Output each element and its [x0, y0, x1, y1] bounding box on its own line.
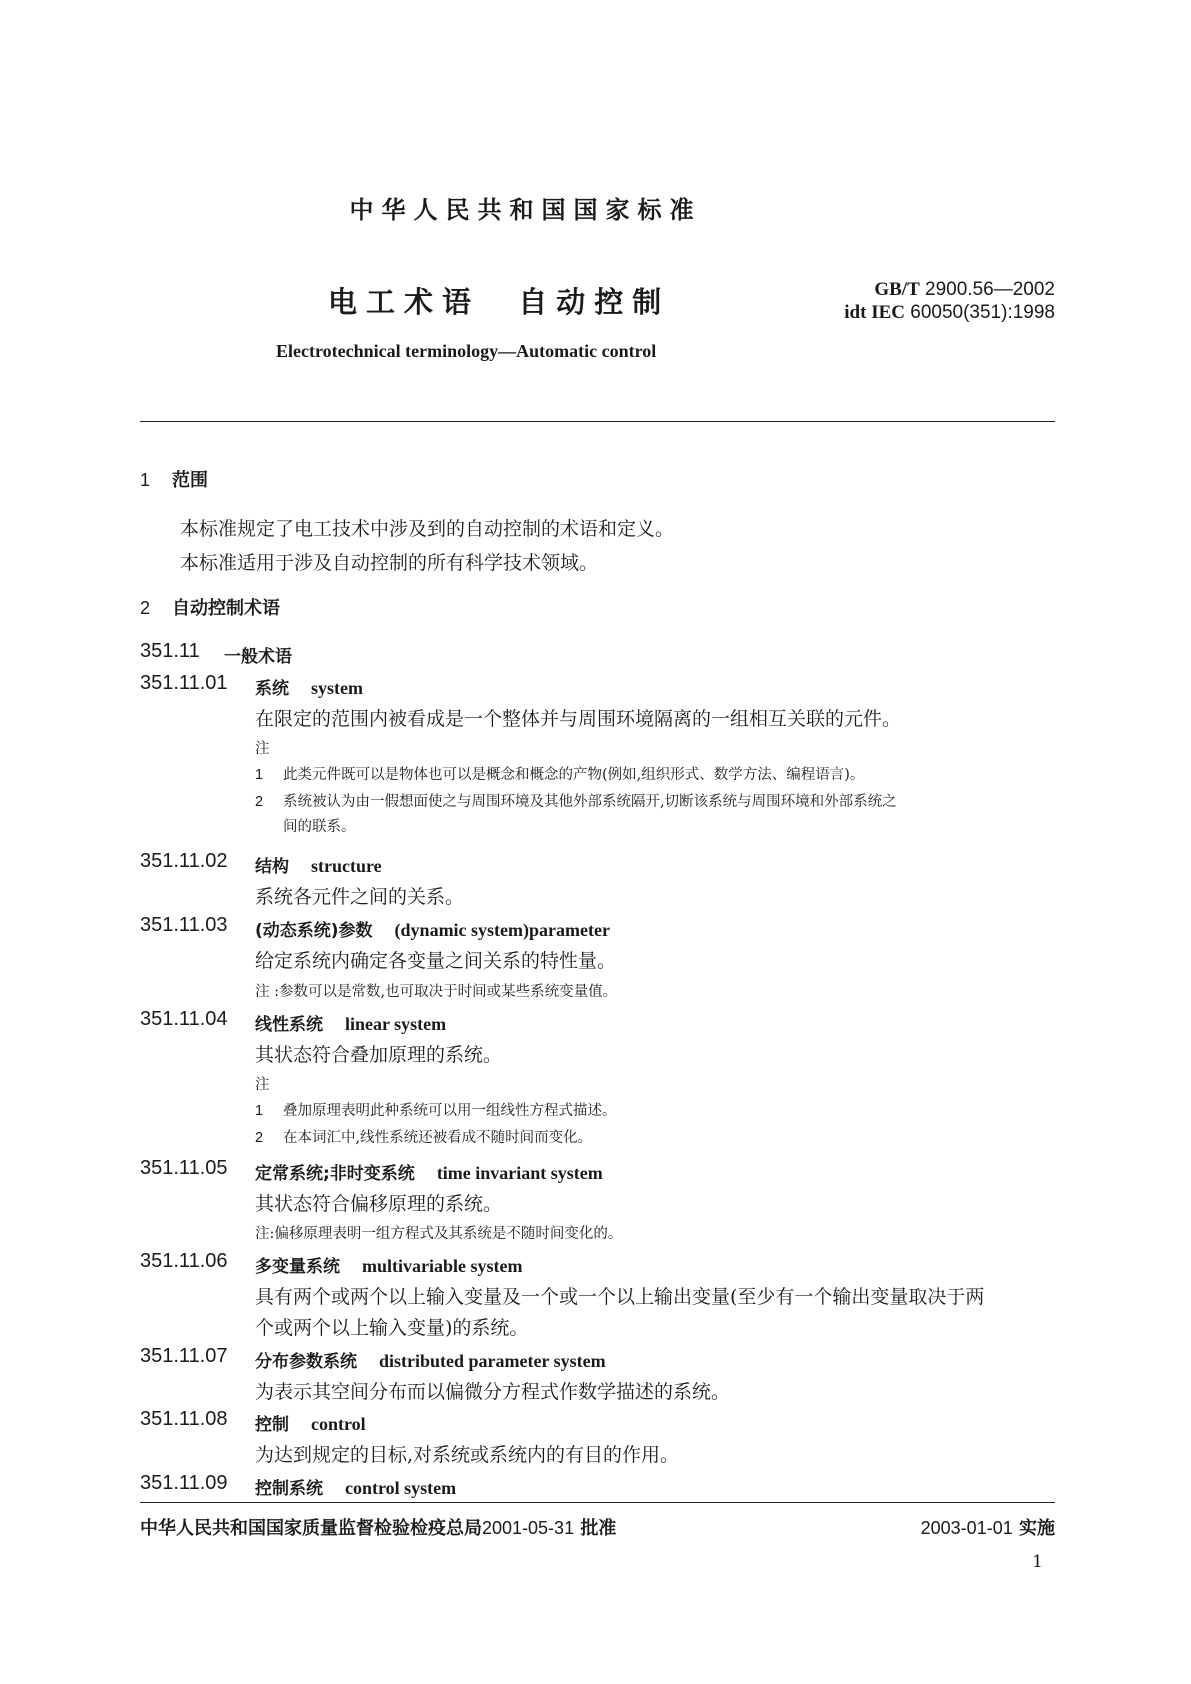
term-en: time invariant system [436, 1163, 603, 1183]
term-number: 351.11.01 [140, 672, 228, 694]
note-item-number: 1 [255, 767, 264, 783]
section-1-title: 范围 [172, 470, 208, 491]
term-zh: 定常系统;非时变系统 [255, 1164, 415, 1184]
note-label: 注 [255, 1077, 270, 1093]
note-item-number: 2 [255, 1130, 264, 1146]
implementation-suffix: 实施 [1012, 1518, 1055, 1539]
term-heading [255, 852, 382, 877]
section-2-heading [140, 594, 280, 620]
note-item-text: 在本词汇中,线性系统还被看成不随时间而变化。 [283, 1130, 593, 1146]
term-definition: 在限定的范围内被看成是一个整体并与周围环境隔离的一组相互关联的元件。 [255, 708, 902, 730]
page-number: 1 [1032, 1552, 1043, 1572]
term-zh: 结构 [255, 857, 289, 877]
term-en: multivariable system [362, 1256, 523, 1276]
code-number-iec: 60050(351):1998 [904, 302, 1055, 323]
term-zh: 多变量系统 [255, 1257, 340, 1277]
term-number: 351.11.02 [140, 850, 228, 872]
term-number: 351.11.08 [140, 1408, 228, 1430]
note-item-text: 系统被认为由一假想面使之与周围环境及其他外部系统隔开,切断该系统与周围环境和外部系统之 [283, 794, 897, 810]
term-en: distributed parameter system [379, 1351, 606, 1371]
approval-line [140, 1514, 616, 1540]
term-definition: 具有两个或两个以上输入变量及一个或一个以上输出变量(至少有一个输出变量取决于两 [255, 1286, 985, 1308]
approval-authority: 中华人民共和国国家质量监督检验检疫总局 [140, 1518, 482, 1539]
header-rule [140, 421, 1055, 422]
footer-rule [140, 1502, 1055, 1503]
term-heading [255, 1252, 522, 1277]
note-item-continuation: 间的联系。 [283, 819, 356, 835]
term-definition: 为达到规定的目标,对系统或系统内的有目的作用。 [255, 1444, 680, 1466]
approval-date: 2001-05-31 [482, 1518, 575, 1538]
term-heading [255, 1347, 606, 1372]
standard-title-en: Electrotechnical terminology—Automatic control [276, 341, 657, 361]
term-heading [255, 916, 610, 941]
code-prefix-gb: GB/T [874, 279, 920, 300]
note-line: 注:偏移原理表明一组方程式及其系统是不随时间变化的。 [255, 1226, 623, 1242]
term-number: 351.11.09 [140, 1472, 228, 1494]
term-en: linear system [345, 1014, 447, 1034]
term-number: 351.11.06 [140, 1250, 228, 1272]
term-en: system [311, 678, 363, 698]
term-heading [255, 1474, 456, 1499]
term-definition-continuation: 个或两个以上输入变量)的系统。 [255, 1317, 529, 1339]
term-heading [255, 1010, 446, 1035]
term-zh: 分布参数系统 [255, 1352, 357, 1372]
term-definition: 其状态符合偏移原理的系统。 [255, 1193, 503, 1215]
term-zh: (动态系统)参数 [255, 921, 373, 941]
term-en: control [311, 1414, 366, 1434]
term-number: 351.11.04 [140, 1008, 228, 1030]
section-1-number: 1 [140, 470, 151, 490]
standard-title-zh: 电工术语 自动控制 [328, 285, 671, 319]
note-item-number: 2 [255, 794, 264, 810]
note-item [255, 790, 897, 811]
term-en: (dynamic system)parameter [394, 920, 610, 940]
section-2-number: 2 [140, 598, 151, 618]
term-definition: 系统各元件之间的关系。 [255, 886, 465, 908]
approval-suffix: 批准 [574, 1518, 617, 1539]
implementation-date: 2003-01-01 [920, 1518, 1013, 1538]
national-standard-heading: 中华人民共和国国家标准 [349, 196, 702, 224]
note-item-number: 1 [255, 1103, 264, 1119]
term-heading [255, 1159, 603, 1184]
section-1-heading [140, 466, 208, 492]
term-zh: 控制系统 [255, 1479, 323, 1499]
section-1-para-2: 本标准适用于涉及自动控制的所有科学技术领域。 [180, 552, 599, 574]
term-en: control system [345, 1478, 457, 1498]
term-number: 351.11.05 [140, 1157, 228, 1179]
implementation-line [921, 1514, 1055, 1540]
term-definition: 其状态符合叠加原理的系统。 [255, 1044, 503, 1066]
note-item [255, 763, 864, 784]
note-line: 注 :参数可以是常数,也可取决于时间或某些系统变量值。 [255, 984, 618, 1000]
code-number-gb: 2900.56—2002 [919, 279, 1055, 300]
term-definition: 给定系统内确定各变量之间关系的特性量。 [255, 950, 617, 972]
term-heading [255, 1410, 366, 1435]
note-item [255, 1126, 592, 1147]
subsection-title: 一般术语 [224, 647, 292, 667]
standard-code [844, 278, 1055, 324]
note-item [255, 1099, 617, 1120]
term-heading [255, 674, 363, 699]
note-item-text: 叠加原理表明此种系统可以用一组线性方程式描述。 [283, 1103, 617, 1119]
section-2-title: 自动控制术语 [172, 598, 280, 619]
term-definition: 为表示其空间分布而以偏微分方程式作数学描述的系统。 [255, 1381, 731, 1403]
section-1-para-1: 本标准规定了电工技术中涉及到的自动控制的术语和定义。 [180, 518, 675, 540]
note-item-text: 此类元件既可以是物体也可以是概念和概念的产物(例如,组织形式、数学方法、编程语言)。 [283, 767, 865, 783]
term-number: 351.11.07 [140, 1345, 228, 1367]
term-en: structure [311, 856, 382, 876]
subsection-number: 351.11 [140, 640, 200, 662]
note-label: 注 [255, 741, 270, 757]
term-number: 351.11.03 [140, 914, 228, 936]
term-zh: 线性系统 [255, 1015, 323, 1035]
term-zh: 系统 [255, 679, 289, 699]
code-prefix-iec: idt IEC [844, 302, 905, 323]
term-zh: 控制 [255, 1415, 289, 1435]
